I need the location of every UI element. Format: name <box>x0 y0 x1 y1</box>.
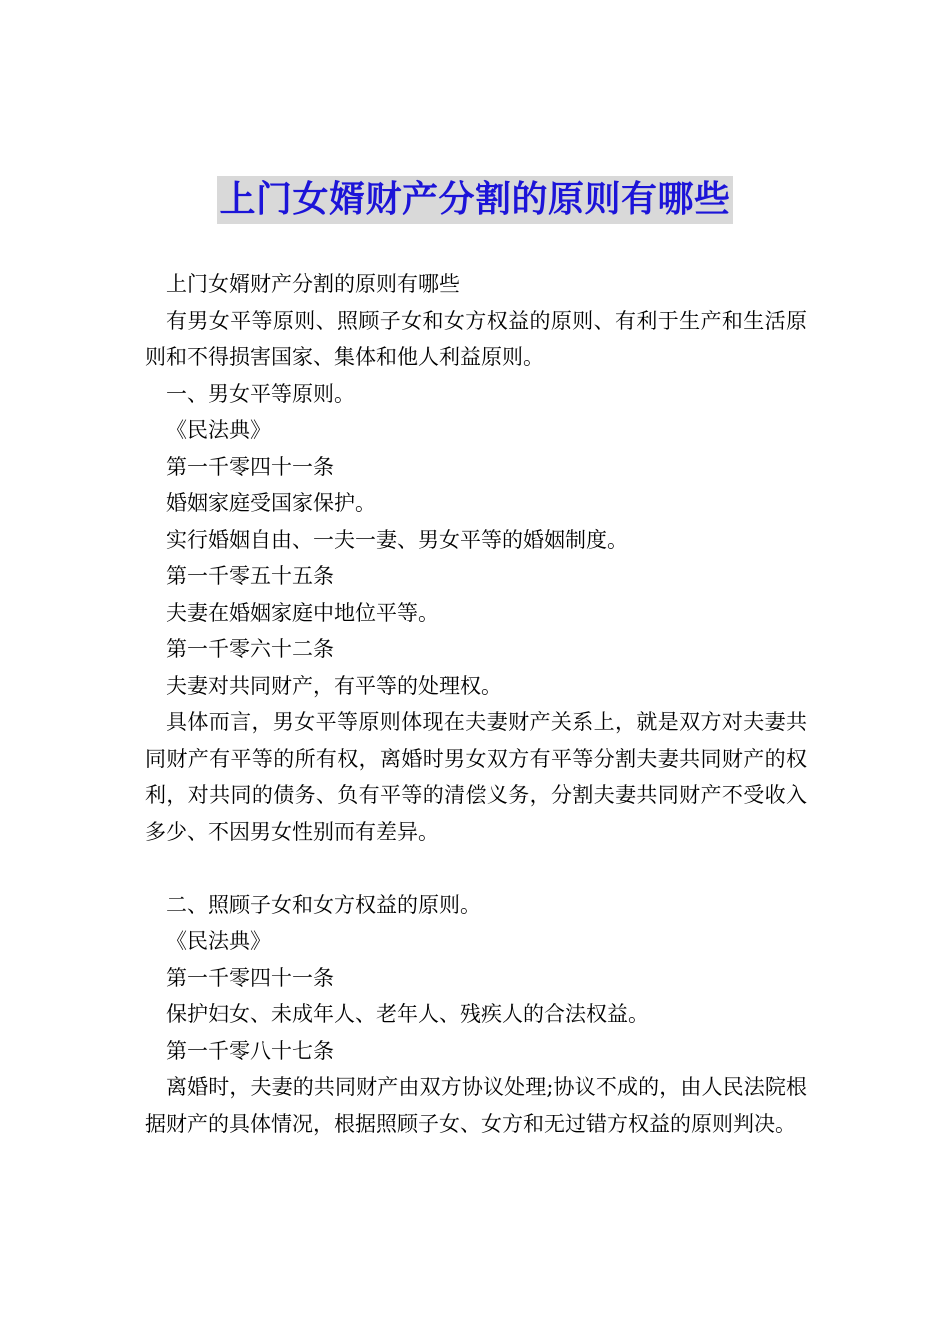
paragraph-heading-repeat: 上门女婿财产分割的原则有哪些 <box>166 272 460 296</box>
law-name: 《民法典》 <box>166 418 271 442</box>
article-number: 第一千零五十五条 <box>166 564 334 588</box>
article-text: 保护妇女、未成年人、老年人、残疾人的合法权益。 <box>166 1002 649 1026</box>
section-heading-1: 一、男女平等原则。 <box>166 381 355 406</box>
law-name: 《民法典》 <box>166 929 271 953</box>
paragraph-summary: 有男女平等原则、照顾子女和女方权益的原则、有利于生产和生活原则和不得损害国家、集体和他人利益原则。 <box>145 308 807 369</box>
article-number: 第一千零八十七条 <box>166 1038 334 1063</box>
article-text: 婚姻家庭受国家保护。 <box>166 491 376 515</box>
paragraph-gap <box>145 850 807 887</box>
article-number: 第一千零四十一条 <box>166 965 334 990</box>
article-number: 第一千零六十二条 <box>166 637 334 661</box>
article-text: 实行婚姻自由、一夫一妻、男女平等的婚姻制度。 <box>166 527 628 552</box>
article-text: 离婚时，夫妻的共同财产由双方协议处理;协议不成的，由人民法院根据财产的具体情况，根据照顾子女、女方和无过错方权益的原则判决。 <box>145 1075 807 1136</box>
paragraph-explanation: 具体而言，男女平等原则体现在夫妻财产关系上，就是双方对夫妻共同财产有平等的所有权，离婚时男女双方有平等分割夫妻共同财产的权利，对共同的债务、负有平等的清偿义务，分割夫妻共同财产不受收入多少、不因男女性别而有差异。 <box>145 710 807 844</box>
article-number: 第一千零四十一条 <box>166 454 334 479</box>
article-text: 夫妻对共同财产，有平等的处理权。 <box>166 673 502 698</box>
title-container <box>0 176 950 224</box>
article-text: 夫妻在婚姻家庭中地位平等。 <box>166 600 439 625</box>
section-heading-2: 二、照顾子女和女方权益的原则。 <box>166 892 481 917</box>
document-body <box>145 266 807 1142</box>
document-title: 上门女婿财产分割的原则有哪些 <box>217 176 732 224</box>
